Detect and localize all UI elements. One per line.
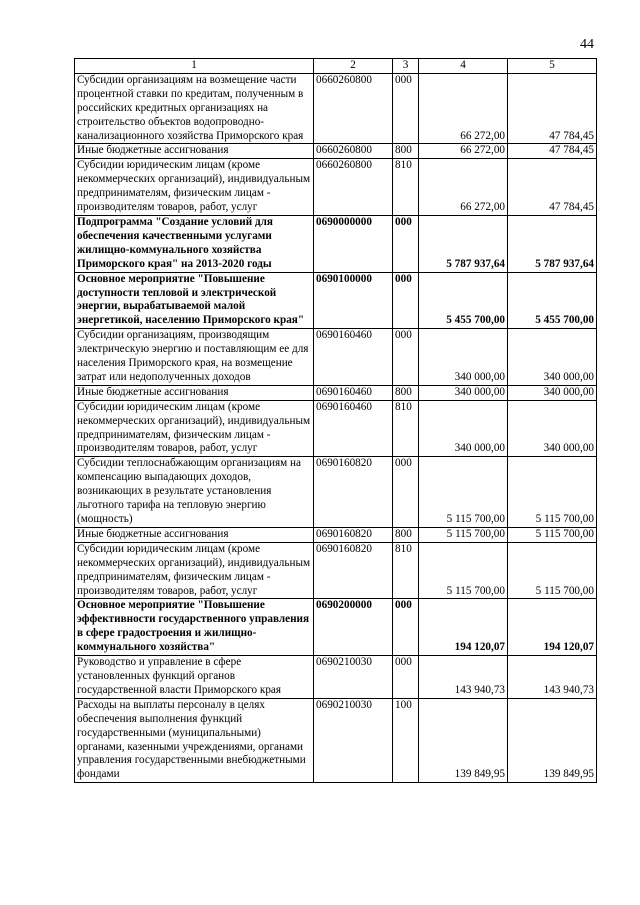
row-value-1-cell: 66 272,00: [419, 73, 508, 144]
table-header-row: [75, 59, 597, 74]
row-value-2-cell: 47 784,45: [508, 73, 597, 144]
row-value-2-cell: 5 115 700,00: [508, 457, 597, 528]
row-value-2-cell: 5 115 700,00: [508, 542, 597, 599]
row-value-2-cell: 139 849,95: [508, 698, 597, 782]
row-value-1-cell: 5 787 937,64: [419, 215, 508, 272]
row-value-1-cell: 5 455 700,00: [419, 272, 508, 329]
page-number: 44: [580, 37, 594, 52]
row-code-cell: 0690200000: [314, 599, 393, 656]
row-vr-cell: 000: [393, 599, 419, 656]
row-vr-cell: 800: [393, 144, 419, 159]
table-row: [75, 73, 597, 144]
row-name-cell: Основное мероприятие "Повышение эффективности государственного управления в сфере градостроения и жилищно-коммунального хозяйства": [75, 599, 314, 656]
header-cell-code: 2: [314, 59, 393, 74]
header-cell-value-2: 5: [508, 59, 597, 74]
row-code-cell: 0690160460: [314, 385, 393, 400]
header-cell-name: 1: [75, 59, 314, 74]
row-code-cell: 0690160460: [314, 400, 393, 457]
row-value-2-cell: 5 115 700,00: [508, 527, 597, 542]
row-vr-cell: 810: [393, 400, 419, 457]
row-value-1-cell: 5 115 700,00: [419, 542, 508, 599]
row-value-1-cell: 340 000,00: [419, 400, 508, 457]
row-code-cell: 0660260800: [314, 159, 393, 216]
row-value-2-cell: 340 000,00: [508, 385, 597, 400]
row-value-1-cell: 143 940,73: [419, 656, 508, 699]
row-code-cell: 0690160820: [314, 527, 393, 542]
row-vr-cell: 800: [393, 385, 419, 400]
row-value-2-cell: 194 120,07: [508, 599, 597, 656]
row-vr-cell: 800: [393, 527, 419, 542]
row-code-cell: 0660260800: [314, 73, 393, 144]
row-vr-cell: 000: [393, 329, 419, 386]
table-row: [75, 144, 597, 159]
row-vr-cell: 000: [393, 457, 419, 528]
table-row: [75, 159, 597, 216]
row-name-cell: Подпрограмма "Создание условий для обеспечения качественными услугами жилищно-коммунального хозяйства Приморского края" на 2013-2020 годы: [75, 215, 314, 272]
row-code-cell: 0690210030: [314, 656, 393, 699]
row-value-2-cell: 47 784,45: [508, 159, 597, 216]
row-value-2-cell: 340 000,00: [508, 329, 597, 386]
row-name-cell: Субсидии теплоснабжающим организациям на компенсацию выпадающих доходов, возникающих в результате установления льготного тарифа на тепловую энергию (мощность): [75, 457, 314, 528]
row-code-cell: 0690160820: [314, 457, 393, 528]
table-row: [75, 599, 597, 656]
row-name-cell: Расходы на выплаты персоналу в целях обеспечения выполнения функций государственными (муниципальными) органами, казенными учреждениями, органами управления государственными внебюджетными фондами: [75, 698, 314, 782]
row-name-cell: Субсидии юридическим лицам (кроме некоммерческих организаций), индивидуальным предпринимателям, физическим лицам - производителям товаров, работ, услуг: [75, 542, 314, 599]
row-vr-cell: 810: [393, 542, 419, 599]
table-row: [75, 329, 597, 386]
row-code-cell: 0690160460: [314, 329, 393, 386]
row-value-2-cell: 5 787 937,64: [508, 215, 597, 272]
table-row: [75, 457, 597, 528]
row-code-cell: 0690210030: [314, 698, 393, 782]
table-row: [75, 385, 597, 400]
header-cell-vr: 3: [393, 59, 419, 74]
row-name-cell: Основное мероприятие "Повышение доступности тепловой и электрической энергии, вырабатываемой малой энергетикой, населению Приморского края": [75, 272, 314, 329]
row-name-cell: Иные бюджетные ассигнования: [75, 385, 314, 400]
row-name-cell: Субсидии юридическим лицам (кроме некоммерческих организаций), индивидуальным предпринимателям, физическим лицам - производителям товаров, работ, услуг: [75, 400, 314, 457]
header-cell-value-1: 4: [419, 59, 508, 74]
row-value-2-cell: 47 784,45: [508, 144, 597, 159]
row-value-1-cell: 340 000,00: [419, 329, 508, 386]
row-name-cell: Субсидии организациям, производящим электрическую энергию и поставляющим ее для населения Приморского края, на возмещение затрат или недополученных доходов: [75, 329, 314, 386]
row-name-cell: Субсидии организациям на возмещение части процентной ставки по кредитам, полученным в российских кредитных организациях на строительство объектов водопроводно-канализационного хозяйства Приморского края: [75, 73, 314, 144]
row-value-1-cell: 66 272,00: [419, 144, 508, 159]
budget-table: [74, 58, 597, 783]
row-name-cell: Руководство и управление в сфере установленных функций органов государственной власти Приморского края: [75, 656, 314, 699]
table-row: [75, 272, 597, 329]
row-vr-cell: 000: [393, 656, 419, 699]
table-row: [75, 656, 597, 699]
row-code-cell: 0660260800: [314, 144, 393, 159]
row-value-1-cell: 5 115 700,00: [419, 527, 508, 542]
row-value-2-cell: 143 940,73: [508, 656, 597, 699]
table-row: [75, 215, 597, 272]
table-row: [75, 400, 597, 457]
row-code-cell: 0690100000: [314, 272, 393, 329]
row-name-cell: Иные бюджетные ассигнования: [75, 527, 314, 542]
row-vr-cell: 100: [393, 698, 419, 782]
row-value-1-cell: 139 849,95: [419, 698, 508, 782]
row-code-cell: 0690000000: [314, 215, 393, 272]
row-value-2-cell: 5 455 700,00: [508, 272, 597, 329]
row-name-cell: Иные бюджетные ассигнования: [75, 144, 314, 159]
row-value-1-cell: 66 272,00: [419, 159, 508, 216]
row-value-1-cell: 5 115 700,00: [419, 457, 508, 528]
table-row: [75, 542, 597, 599]
row-vr-cell: 810: [393, 159, 419, 216]
table-row: [75, 527, 597, 542]
row-code-cell: 0690160820: [314, 542, 393, 599]
table-row: [75, 698, 597, 782]
row-vr-cell: 000: [393, 73, 419, 144]
row-value-2-cell: 340 000,00: [508, 400, 597, 457]
row-value-1-cell: 340 000,00: [419, 385, 508, 400]
row-vr-cell: 000: [393, 272, 419, 329]
row-name-cell: Субсидии юридическим лицам (кроме некоммерческих организаций), индивидуальным предпринимателям, физическим лицам - производителям товаров, работ, услуг: [75, 159, 314, 216]
row-vr-cell: 000: [393, 215, 419, 272]
row-value-1-cell: 194 120,07: [419, 599, 508, 656]
